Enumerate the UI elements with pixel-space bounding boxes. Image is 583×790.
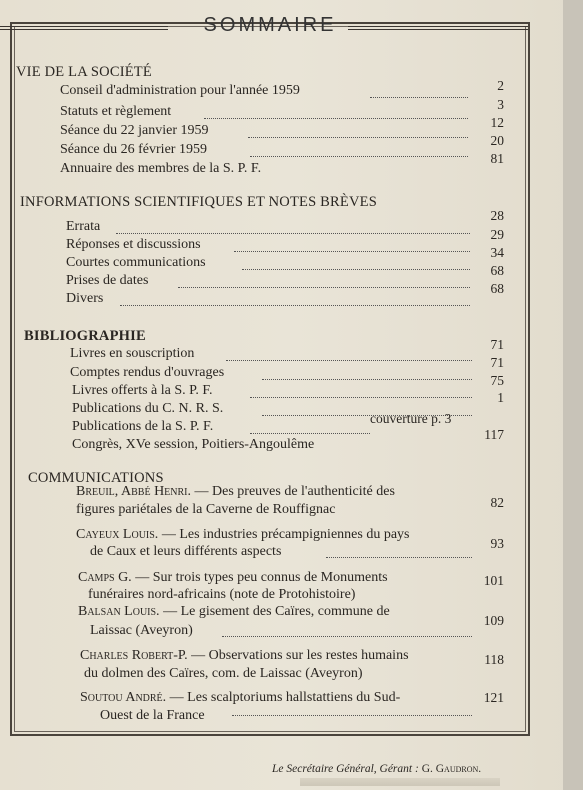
toc-entry: Publications de la S. P. F. — [72, 419, 214, 434]
leader-dots — [234, 251, 470, 252]
author-name: Camps G. — [78, 570, 132, 585]
page-number: 118 — [484, 652, 504, 667]
leader-dots — [326, 557, 472, 558]
page-number: 117 — [484, 427, 504, 442]
leader-dots — [248, 137, 468, 138]
leader-dots — [116, 233, 470, 234]
entry-title: — Les industries précampigniennes du pays — [161, 527, 410, 542]
page-number: 34 — [490, 245, 504, 260]
entry-title: — Le gisement des Caïres, commune de — [163, 604, 390, 619]
page-number: 29 — [490, 227, 504, 242]
entry-title: — Les scalptoriums hallstattiens du Sud- — [169, 690, 401, 705]
leader-dots — [120, 305, 470, 306]
section-heading: BIBLIOGRAPHIE — [24, 328, 146, 344]
page-number: 75 — [490, 373, 504, 388]
toc-entry: Annuaire des membres de la S. P. F. — [60, 161, 262, 176]
footer-credit — [272, 763, 481, 775]
page-number: 2 — [497, 78, 504, 93]
author-name: Balsan Louis. — [78, 604, 160, 619]
leader-dots — [250, 156, 468, 157]
page-number: 71 — [490, 355, 504, 370]
page-number: 3 — [497, 97, 504, 112]
leader-dots — [370, 97, 468, 98]
entry-title-continued: figures pariétales de la Caverne de Rouffignac — [76, 502, 336, 517]
communication-entry — [80, 690, 400, 706]
leader-dots — [242, 269, 470, 270]
page-number: 109 — [483, 613, 504, 628]
toc-entry: Séance du 26 février 1959 — [60, 142, 207, 157]
toc-entry: Courtes communications — [66, 255, 206, 270]
footer-name: G. Gaudron. — [421, 763, 482, 775]
leader-dots — [204, 118, 468, 119]
toc-entry: Livres offerts à la S. P. F. — [72, 383, 213, 398]
page-number: 20 — [490, 133, 504, 148]
page-number: 1 — [497, 390, 504, 405]
leader-dots — [226, 360, 472, 361]
toc-entry: Réponses et discussions — [66, 237, 201, 252]
entry-title-continued: Laissac (Aveyron) — [90, 623, 193, 638]
entry-title-continued: Ouest de la France — [100, 708, 205, 723]
page-number: 101 — [483, 573, 504, 588]
section-heading: INFORMATIONS SCIENTIFIQUES ET NOTES BRÈVES — [20, 194, 377, 210]
leader-dots — [262, 379, 472, 380]
page-number: 121 — [483, 690, 504, 705]
toc-entry: Divers — [66, 291, 104, 306]
author-name: Breuil, Abbé Henri. — [76, 484, 192, 499]
toc-entry: Statuts et règlement — [60, 104, 172, 119]
page-edge — [563, 0, 583, 790]
communication-entry — [76, 527, 409, 543]
entry-title: — Des preuves de l'authenticité des — [194, 484, 395, 499]
communication-entry — [78, 570, 388, 586]
page-number: 82 — [490, 495, 504, 510]
entry-title: — Sur trois types peu connus de Monuments — [135, 570, 388, 585]
toc-entry: Congrès, XVe session, Poitiers-Angoulême — [72, 437, 315, 452]
author-name: Cayeux Louis. — [76, 527, 159, 542]
page-number: 68 — [490, 263, 504, 278]
page-number: 71 — [490, 337, 504, 352]
page-number: 68 — [490, 281, 504, 296]
communication-entry — [76, 484, 395, 500]
leader-dots — [222, 636, 472, 637]
toc-entry: Prises de dates — [66, 273, 149, 288]
page-number: 28 — [490, 208, 504, 223]
footer-prefix: Le Secrétaire Général, Gérant : — [272, 763, 419, 775]
leader-dots — [232, 715, 472, 716]
author-name: Soutou André. — [80, 690, 167, 705]
page-number: couverture p. 3 — [370, 411, 452, 426]
page-number: 81 — [490, 151, 504, 166]
section-heading: VIE DE LA SOCIÉTÉ — [16, 64, 152, 80]
entry-title-continued: du dolmen des Caïres, com. de Laissac (Aveyron) — [84, 666, 363, 681]
page-title: SOMMAIRE — [203, 14, 337, 36]
page-number: 12 — [490, 115, 504, 130]
leader-dots — [250, 397, 472, 398]
toc-entry: Publications du C. N. R. S. — [72, 401, 224, 416]
toc-entry: Conseil d'administration pour l'année 1959 — [60, 83, 300, 98]
toc-entry: Séance du 22 janvier 1959 — [60, 123, 209, 138]
communication-entry — [78, 604, 390, 620]
toc-entry: Livres en souscription — [70, 346, 195, 361]
author-name: Charles Robert-P. — [80, 648, 188, 663]
entry-title-continued: funéraires nord-africains (note de Protohistoire) — [88, 587, 356, 602]
section-heading: COMMUNICATIONS — [28, 470, 164, 486]
entry-title-continued: de Caux et leurs différents aspects — [90, 544, 282, 559]
communication-entry — [80, 648, 409, 664]
page-number: 93 — [490, 536, 504, 551]
toc-entry: Errata — [66, 219, 101, 234]
leader-dots — [178, 287, 470, 288]
leader-dots — [250, 433, 370, 434]
entry-title: — Observations sur les restes humains — [191, 648, 409, 663]
page-bottom-shade — [300, 778, 500, 786]
toc-entry: Comptes rendus d'ouvrages — [70, 365, 225, 380]
